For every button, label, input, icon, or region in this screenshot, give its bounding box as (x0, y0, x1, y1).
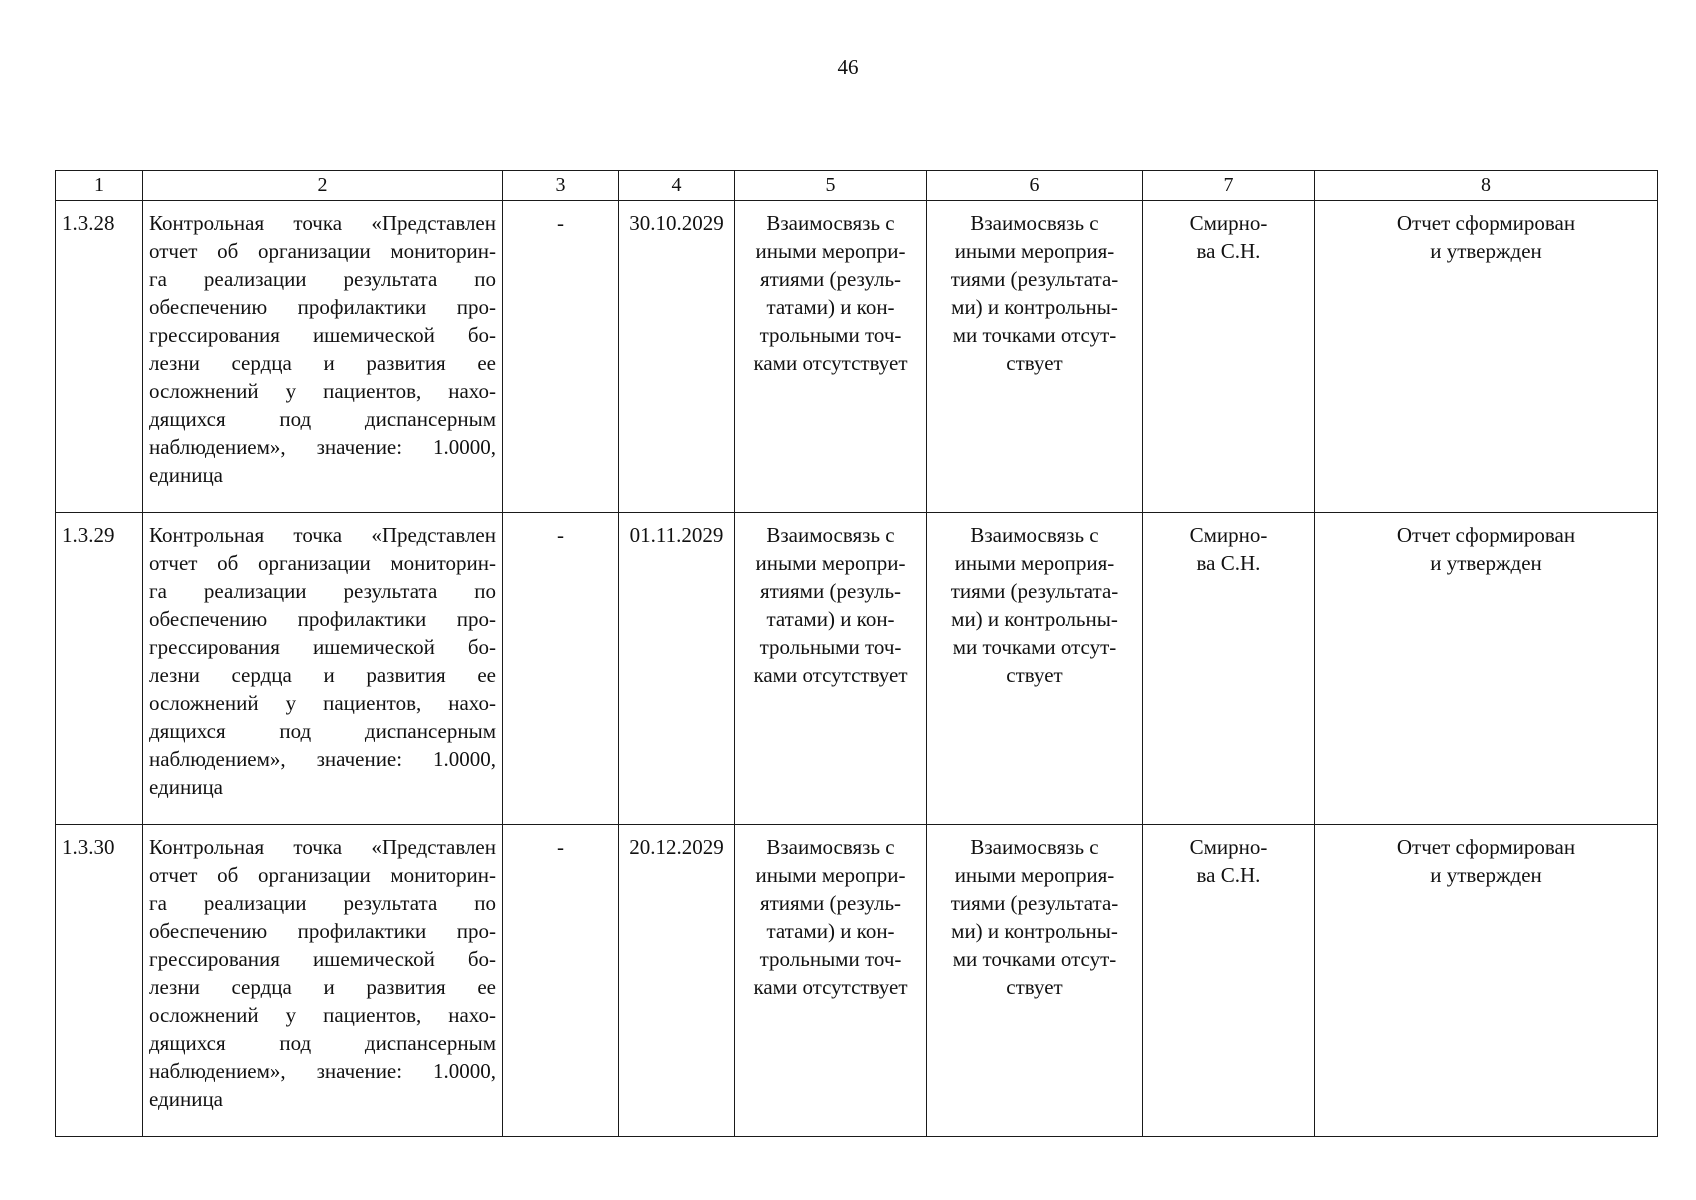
cell-line: Отчет сформирован (1396, 523, 1576, 547)
cell-line: ятиями (резуль- (759, 579, 902, 603)
cell-line: ками отсутствует (753, 663, 908, 687)
description-line: га реализации результата по (149, 267, 496, 291)
column-3-value: - (503, 825, 619, 1137)
column-header: 7 (1143, 171, 1315, 201)
due-date: 30.10.2029 (619, 201, 735, 513)
description-line: единица (149, 463, 224, 487)
cell-line: трольными точ- (759, 635, 902, 659)
relationship-note-5 (735, 513, 927, 825)
cell-line: иными меропри- (755, 551, 906, 575)
cell-line: и утвержден (1430, 863, 1542, 887)
cell-line: трольными точ- (759, 947, 902, 971)
cell-line: ми точками отсут- (952, 323, 1117, 347)
description-line: обеспечению профилактики про- (149, 919, 496, 943)
column-3-value: - (503, 513, 619, 825)
description-line: осложнений у пациентов, нахо- (149, 691, 496, 715)
description-line: грессирования ишемической бо- (149, 947, 496, 971)
column-header: 5 (735, 171, 927, 201)
cell-line: тиями (результата- (950, 267, 1119, 291)
description-line: отчет об организации мониторин- (149, 551, 496, 575)
cell-line: Взаимосвязь с (970, 835, 1099, 859)
result-description (1315, 513, 1658, 825)
description-line: лезни сердца и развития ее (149, 975, 496, 999)
description-line: га реализации результата по (149, 891, 496, 915)
description-line: дящихся под диспансерным (149, 407, 496, 431)
cell-line: трольными точ- (759, 323, 902, 347)
result-description (1315, 825, 1658, 1137)
due-date: 20.12.2029 (619, 825, 735, 1137)
cell-line: ми точками отсут- (952, 635, 1117, 659)
description-line: наблюдением», значение: 1.0000, (149, 435, 496, 459)
control-point-description (143, 513, 503, 825)
cell-line: Взаимосвязь с (766, 523, 895, 547)
description-line: Контрольная точка «Представлен (149, 835, 496, 859)
description-line: единица (149, 775, 224, 799)
cell-line: татами) и кон- (766, 919, 895, 943)
row-number: 1.3.30 (56, 825, 143, 1137)
description-line: лезни сердца и развития ее (149, 351, 496, 375)
description-line: грессирования ишемической бо- (149, 323, 496, 347)
table-header-row (56, 171, 1658, 201)
cell-line: Смирно- (1189, 835, 1268, 859)
relationship-note-6 (927, 201, 1143, 513)
row-number: 1.3.29 (56, 513, 143, 825)
description-line: наблюдением», значение: 1.0000, (149, 1059, 496, 1083)
cell-line: Отчет сформирован (1396, 835, 1576, 859)
table-row (56, 201, 1658, 513)
description-line: осложнений у пациентов, нахо- (149, 1003, 496, 1027)
result-description (1315, 201, 1658, 513)
cell-line: ками отсутствует (753, 975, 908, 999)
relationship-note-6 (927, 825, 1143, 1137)
description-line: Контрольная точка «Представлен (149, 523, 496, 547)
control-point-description (143, 825, 503, 1137)
cell-line: ми) и контрольны- (951, 295, 1118, 319)
cell-line: тиями (результата- (950, 579, 1119, 603)
cell-line: и утвержден (1430, 239, 1542, 263)
cell-line: тиями (результата- (950, 891, 1119, 915)
cell-line: ва С.Н. (1196, 239, 1261, 263)
description-line: Контрольная точка «Представлен (149, 211, 496, 235)
column-3-value: - (503, 201, 619, 513)
column-header: 8 (1315, 171, 1658, 201)
cell-line: ствует (1006, 975, 1063, 999)
cell-line: татами) и кон- (766, 607, 895, 631)
description-line: грессирования ишемической бо- (149, 635, 496, 659)
description-line: обеспечению профилактики про- (149, 295, 496, 319)
cell-line: ятиями (резуль- (759, 267, 902, 291)
cell-line: ствует (1006, 351, 1063, 375)
control-points-table (55, 170, 1658, 1137)
table-row (56, 513, 1658, 825)
cell-line: иными мероприя- (954, 551, 1115, 575)
cell-line: Взаимосвязь с (970, 211, 1099, 235)
cell-line: ми) и контрольны- (951, 919, 1118, 943)
column-header: 3 (503, 171, 619, 201)
due-date: 01.11.2029 (619, 513, 735, 825)
cell-line: и утвержден (1430, 551, 1542, 575)
responsible-person (1143, 201, 1315, 513)
description-line: наблюдением», значение: 1.0000, (149, 747, 496, 771)
description-line: дящихся под диспансерным (149, 1031, 496, 1055)
cell-line: Смирно- (1189, 523, 1268, 547)
row-number: 1.3.28 (56, 201, 143, 513)
cell-line: иными мероприя- (954, 239, 1115, 263)
description-line: лезни сердца и развития ее (149, 663, 496, 687)
relationship-note-5 (735, 825, 927, 1137)
description-line: осложнений у пациентов, нахо- (149, 379, 496, 403)
description-line: отчет об организации мониторин- (149, 863, 496, 887)
column-header: 2 (143, 171, 503, 201)
relationship-note-5 (735, 201, 927, 513)
cell-line: ми) и контрольны- (951, 607, 1118, 631)
description-line: отчет об организации мониторин- (149, 239, 496, 263)
column-header: 1 (56, 171, 143, 201)
column-header: 6 (927, 171, 1143, 201)
cell-line: Взаимосвязь с (970, 523, 1099, 547)
cell-line: ками отсутствует (753, 351, 908, 375)
cell-line: ятиями (резуль- (759, 891, 902, 915)
cell-line: иными меропри- (755, 239, 906, 263)
cell-line: ва С.Н. (1196, 551, 1261, 575)
column-header: 4 (619, 171, 735, 201)
cell-line: Взаимосвязь с (766, 835, 895, 859)
cell-line: ми точками отсут- (952, 947, 1117, 971)
description-line: обеспечению профилактики про- (149, 607, 496, 631)
description-line: га реализации результата по (149, 579, 496, 603)
page-number: 46 (837, 55, 859, 79)
cell-line: иными мероприя- (954, 863, 1115, 887)
cell-line: иными меропри- (755, 863, 906, 887)
control-point-description (143, 201, 503, 513)
relationship-note-6 (927, 513, 1143, 825)
cell-line: Смирно- (1189, 211, 1268, 235)
cell-line: ва С.Н. (1196, 863, 1261, 887)
cell-line: ствует (1006, 663, 1063, 687)
cell-line: Взаимосвязь с (766, 211, 895, 235)
cell-line: Отчет сформирован (1396, 211, 1576, 235)
description-line: дящихся под диспансерным (149, 719, 496, 743)
responsible-person (1143, 825, 1315, 1137)
cell-line: татами) и кон- (766, 295, 895, 319)
table-row (56, 825, 1658, 1137)
description-line: единица (149, 1087, 224, 1111)
responsible-person (1143, 513, 1315, 825)
